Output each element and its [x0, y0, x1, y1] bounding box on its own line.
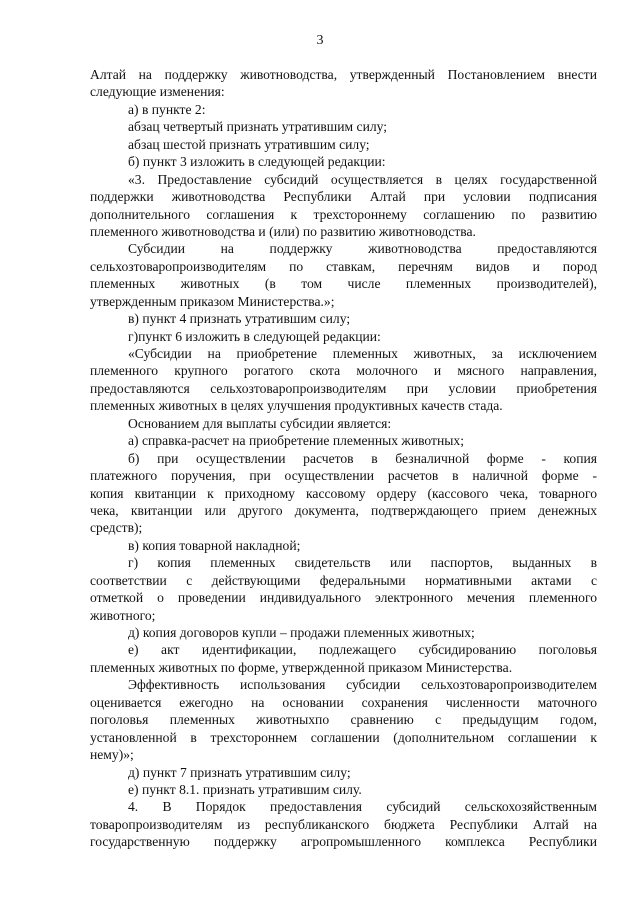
text-line: а) справка-расчет на приобретение племенных животных;: [128, 433, 464, 449]
text-line: е) пункт 8.1. признать утратившим силу.: [128, 781, 362, 797]
text-line: племенных животных (в том числе племенных производителей),: [90, 276, 597, 292]
text-line: 4. В Порядок предоставления субсидий сельскохозяйственным: [128, 799, 597, 815]
text-line: Алтай на поддержку животноводства, утвержденный Постановлением внести: [90, 67, 597, 82]
text-line: дополнительного соглашения к трехстороннему соглашению по развитию: [90, 206, 597, 222]
text-line: е) акт идентификации, подлежащего субсидированию поголовья: [128, 642, 597, 658]
text-line: платежного поручения, при осуществлении расчетов в наличной форме -: [90, 468, 597, 484]
text-line: нему)»;: [90, 747, 134, 763]
text-line: г)пункт 6 изложить в следующей редакции:: [128, 328, 381, 344]
text-line: племенных животных по форме, утвержденной приказом Министерства.: [90, 659, 513, 675]
text-line: следующие изменения:: [90, 84, 225, 100]
page-number: 3: [316, 33, 324, 48]
text-line: оценивается ежегодно на основании сохранения численности маточного: [90, 694, 597, 710]
text-line: предоставляются сельхозтоваропроизводителям при условии приобретения: [90, 380, 597, 396]
text-line: копия квитанции к приходному кассовому ордеру (кассового чека, товарного: [90, 485, 597, 501]
text-line: б) при осуществлении расчетов в безналичной форме - копия: [128, 450, 597, 466]
text-line: чека, квитанции или другого документа, подтверждающего прием денежных: [90, 502, 597, 518]
text-line: товаропроизводителям из республиканского бюджета Республики Алтай на: [90, 816, 597, 832]
text-line: Основанием для выплаты субсидии является:: [128, 415, 392, 431]
text-line: «3. Предоставление субсидий осуществляется в целях государственной: [128, 171, 597, 187]
text-line: Субсидии на поддержку животноводства предоставляются: [128, 241, 597, 257]
text-line: племенного животноводства и (или) по развитию животноводства.: [90, 223, 476, 239]
text-line: абзац четвертый признать утратившим силу;: [128, 119, 388, 135]
text-line: животного;: [90, 607, 156, 623]
document-body: [90, 66, 597, 851]
text-line: соответствии с действующими федеральными нормативными актами с: [90, 572, 597, 588]
text-line: в) пункт 4 признать утратившим силу;: [128, 311, 351, 327]
text-line: д) копия договоров купли – продажи племенных животных;: [128, 625, 475, 640]
text-line: государственную поддержку агропромышленного комплекса Республики: [90, 834, 597, 850]
text-line: отметкой о проведении индивидуального электронного мечения племенного: [90, 590, 597, 606]
text-line: б) пункт 3 изложить в следующей редакции:: [128, 154, 386, 170]
text-line: установленной в трехстороннем соглашении (дополнительном соглашении к: [90, 729, 597, 745]
text-line: утвержденным приказом Министерства.»;: [90, 293, 335, 309]
text-line: средств);: [90, 520, 143, 536]
text-line: сельхозтоваропроизводителям по ставкам, перечням видов и пород: [90, 258, 597, 274]
text-line: г) копия племенных свидетельств или паспортов, выданных в: [128, 555, 597, 571]
text-line: поддержки животноводства Республики Алтай при условии подписания: [90, 189, 597, 205]
text-line: «Субсидии на приобретение племенных животных, за исключением: [128, 346, 597, 361]
text-line: Эффективность использования субсидии сельхозтоваропроизводителем: [128, 677, 597, 693]
text-line: племенного крупного рогатого скота молочного и мясного направления,: [90, 363, 597, 379]
text-line: абзац шестой признать утратившим силу;: [128, 136, 370, 152]
text-line: племенных животных в целях улучшения продуктивных качеств стада.: [90, 398, 503, 414]
text-line: поголовья племенных животныхпо сравнению с предыдущим годом,: [90, 712, 597, 728]
text-line: в) копия товарной накладной;: [128, 537, 301, 553]
text-line: д) пункт 7 признать утратившим силу;: [128, 764, 351, 780]
text-line: а) в пункте 2:: [128, 101, 206, 117]
